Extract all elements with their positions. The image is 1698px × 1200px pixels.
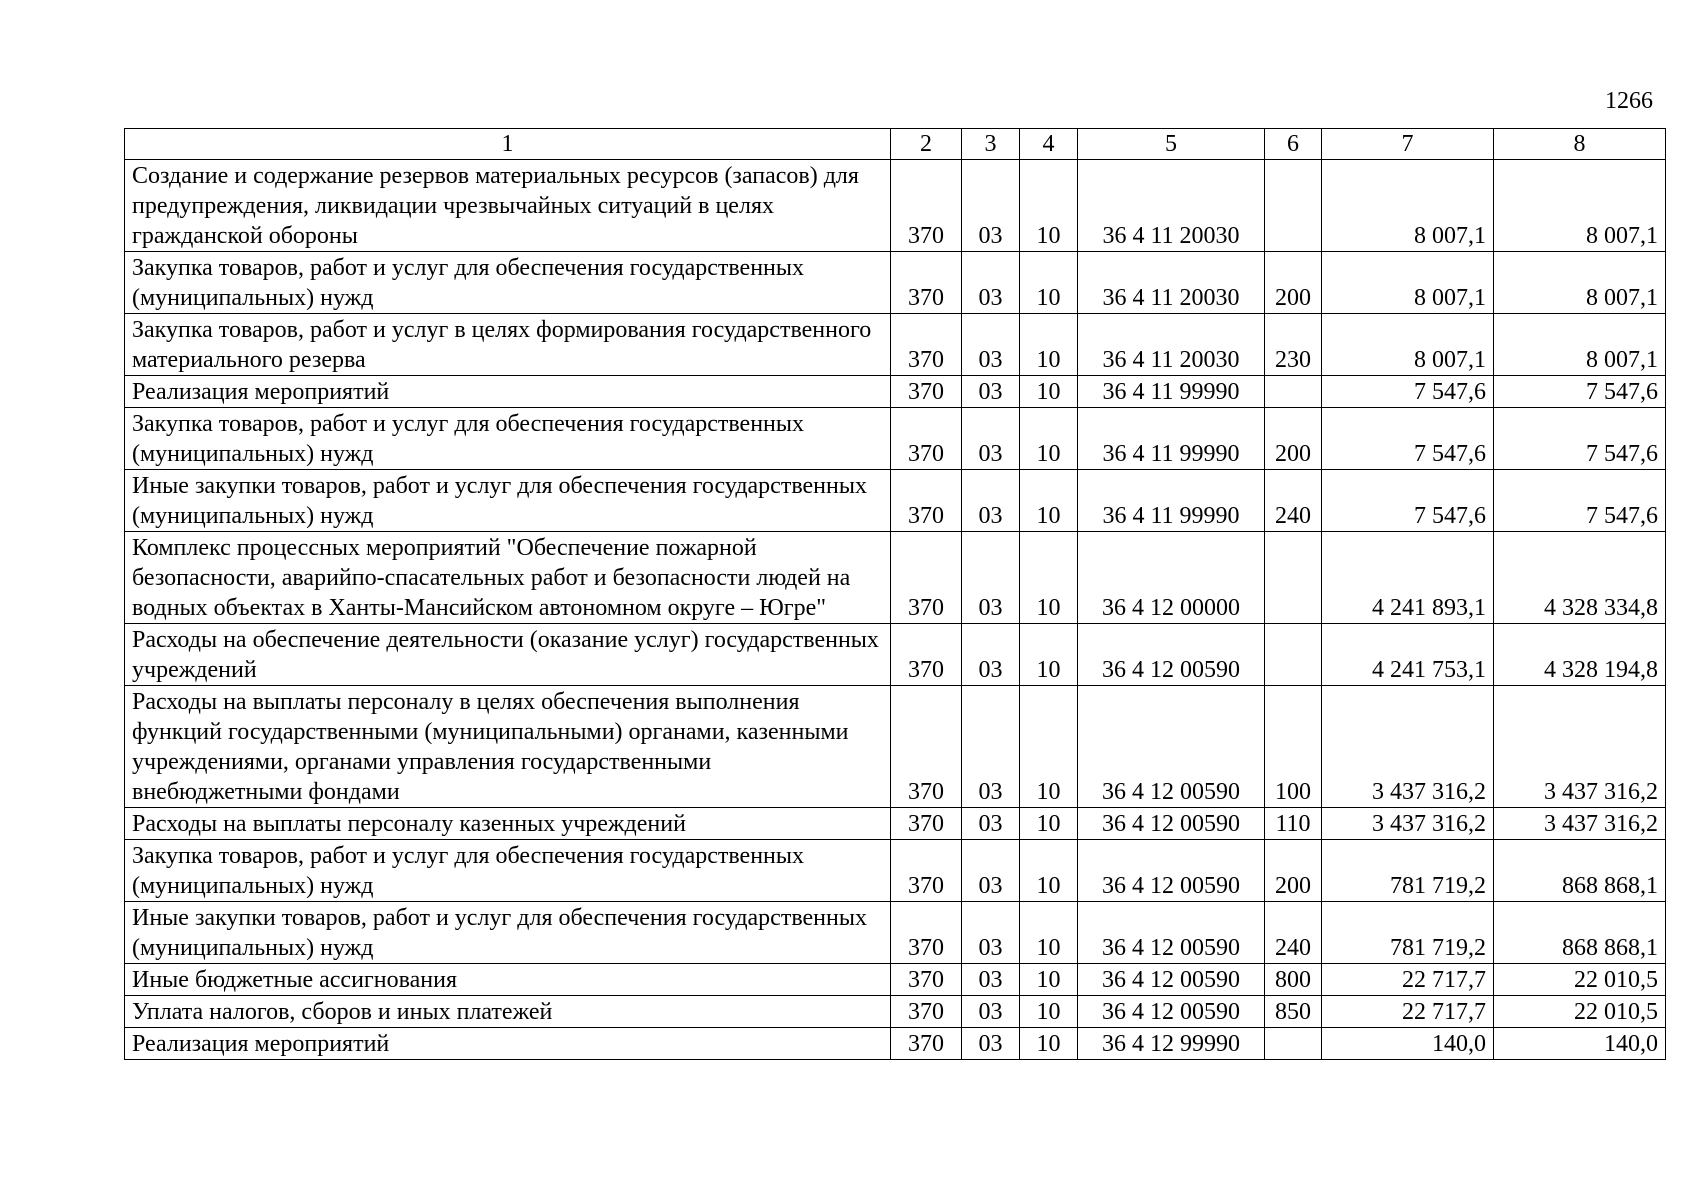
cell-col-3: 03 [962, 408, 1020, 470]
cell-description: Уплата налогов, сборов и иных платежей [125, 996, 891, 1028]
cell-col-5: 36 4 12 00590 [1078, 996, 1265, 1028]
cell-col-4: 10 [1020, 1028, 1078, 1060]
cell-col-8: 7 547,6 [1494, 470, 1666, 532]
cell-col-8: 868 868,1 [1494, 840, 1666, 902]
cell-col-7: 8 007,1 [1322, 252, 1494, 314]
cell-col-4: 10 [1020, 252, 1078, 314]
header-col-5: 5 [1078, 129, 1265, 160]
cell-description: Реализация мероприятий [125, 1028, 891, 1060]
cell-col-8: 8 007,1 [1494, 160, 1666, 252]
table-row [125, 314, 1666, 376]
cell-col-4: 10 [1020, 686, 1078, 808]
cell-description: Расходы на выплаты персоналу казенных учреждений [125, 808, 891, 840]
cell-col-3: 03 [962, 470, 1020, 532]
cell-col-7: 7 547,6 [1322, 408, 1494, 470]
cell-col-5: 36 4 12 00590 [1078, 686, 1265, 808]
cell-col-2: 370 [891, 376, 962, 408]
cell-col-6: 240 [1265, 902, 1322, 964]
cell-col-3: 03 [962, 532, 1020, 624]
header-col-6: 6 [1265, 129, 1322, 160]
cell-col-8: 4 328 194,8 [1494, 624, 1666, 686]
table-row [125, 902, 1666, 964]
cell-col-5: 36 4 11 99990 [1078, 470, 1265, 532]
cell-col-8: 7 547,6 [1494, 376, 1666, 408]
cell-col-8: 140,0 [1494, 1028, 1666, 1060]
cell-col-7: 22 717,7 [1322, 964, 1494, 996]
table-row [125, 408, 1666, 470]
cell-col-7: 3 437 316,2 [1322, 808, 1494, 840]
cell-col-3: 03 [962, 624, 1020, 686]
cell-col-7: 8 007,1 [1322, 160, 1494, 252]
cell-col-7: 7 547,6 [1322, 470, 1494, 532]
cell-col-6 [1265, 1028, 1322, 1060]
table-row [125, 160, 1666, 252]
cell-col-3: 03 [962, 996, 1020, 1028]
cell-col-8: 22 010,5 [1494, 996, 1666, 1028]
cell-col-5: 36 4 11 20030 [1078, 252, 1265, 314]
cell-col-5: 36 4 12 00590 [1078, 902, 1265, 964]
cell-description: Закупка товаров, работ и услуг для обеспечения государственных (муниципальных) нужд [125, 840, 891, 902]
cell-col-4: 10 [1020, 470, 1078, 532]
cell-col-8: 4 328 334,8 [1494, 532, 1666, 624]
cell-col-2: 370 [891, 964, 962, 996]
cell-col-4: 10 [1020, 902, 1078, 964]
cell-description: Закупка товаров, работ и услуг в целях формирования государственного материального резерва [125, 314, 891, 376]
cell-col-3: 03 [962, 840, 1020, 902]
cell-col-2: 370 [891, 470, 962, 532]
cell-col-5: 36 4 11 99990 [1078, 376, 1265, 408]
cell-col-6: 100 [1265, 686, 1322, 808]
cell-col-3: 03 [962, 964, 1020, 996]
cell-col-6: 230 [1265, 314, 1322, 376]
cell-col-3: 03 [962, 314, 1020, 376]
cell-col-8: 3 437 316,2 [1494, 808, 1666, 840]
table-row [125, 840, 1666, 902]
budget-table [124, 128, 1666, 1060]
cell-description: Расходы на выплаты персоналу в целях обеспечения выполнения функций государственными (муниципальными) органами, казенными учреждениями, органами управления государственными внебюджетными фондами [125, 686, 891, 808]
cell-col-4: 10 [1020, 532, 1078, 624]
cell-description: Иные закупки товаров, работ и услуг для обеспечения государственных (муниципальных) нужд [125, 902, 891, 964]
cell-col-8: 7 547,6 [1494, 408, 1666, 470]
table-row [125, 532, 1666, 624]
cell-col-6: 200 [1265, 840, 1322, 902]
table-row [125, 470, 1666, 532]
cell-col-7: 22 717,7 [1322, 996, 1494, 1028]
cell-col-8: 8 007,1 [1494, 252, 1666, 314]
table-row [125, 808, 1666, 840]
cell-col-7: 7 547,6 [1322, 376, 1494, 408]
cell-col-2: 370 [891, 996, 962, 1028]
header-col-4: 4 [1020, 129, 1078, 160]
header-col-7: 7 [1322, 129, 1494, 160]
cell-col-2: 370 [891, 686, 962, 808]
table-row [125, 624, 1666, 686]
cell-col-7: 4 241 893,1 [1322, 532, 1494, 624]
cell-description: Расходы на обеспечение деятельности (оказание услуг) государственных учреждений [125, 624, 891, 686]
cell-col-6 [1265, 160, 1322, 252]
table-body [125, 160, 1666, 1060]
cell-col-3: 03 [962, 1028, 1020, 1060]
cell-col-8: 8 007,1 [1494, 314, 1666, 376]
header-col-8: 8 [1494, 129, 1666, 160]
cell-col-2: 370 [891, 1028, 962, 1060]
cell-col-5: 36 4 11 20030 [1078, 160, 1265, 252]
header-col-3: 3 [962, 129, 1020, 160]
cell-col-3: 03 [962, 686, 1020, 808]
cell-col-8: 22 010,5 [1494, 964, 1666, 996]
cell-col-6: 200 [1265, 408, 1322, 470]
table-row [125, 1028, 1666, 1060]
table-row [125, 996, 1666, 1028]
cell-description: Иные закупки товаров, работ и услуг для обеспечения государственных (муниципальных) нужд [125, 470, 891, 532]
cell-col-3: 03 [962, 160, 1020, 252]
cell-col-6: 800 [1265, 964, 1322, 996]
header-col-2: 2 [891, 129, 962, 160]
cell-col-2: 370 [891, 532, 962, 624]
cell-col-2: 370 [891, 840, 962, 902]
cell-col-4: 10 [1020, 996, 1078, 1028]
cell-col-4: 10 [1020, 840, 1078, 902]
table-header-row [125, 129, 1666, 160]
table-row [125, 964, 1666, 996]
cell-col-3: 03 [962, 808, 1020, 840]
cell-col-2: 370 [891, 408, 962, 470]
table-row [125, 376, 1666, 408]
cell-col-7: 8 007,1 [1322, 314, 1494, 376]
cell-col-2: 370 [891, 252, 962, 314]
cell-col-4: 10 [1020, 376, 1078, 408]
cell-col-5: 36 4 11 20030 [1078, 314, 1265, 376]
cell-col-5: 36 4 12 00590 [1078, 624, 1265, 686]
cell-col-2: 370 [891, 624, 962, 686]
cell-col-6: 110 [1265, 808, 1322, 840]
cell-col-7: 140,0 [1322, 1028, 1494, 1060]
cell-col-7: 781 719,2 [1322, 902, 1494, 964]
table-row [125, 252, 1666, 314]
page-number: 1266 [1605, 88, 1653, 114]
cell-description: Иные бюджетные ассигнования [125, 964, 891, 996]
cell-col-2: 370 [891, 808, 962, 840]
cell-col-4: 10 [1020, 160, 1078, 252]
cell-col-5: 36 4 11 99990 [1078, 408, 1265, 470]
cell-col-6 [1265, 624, 1322, 686]
cell-col-6 [1265, 532, 1322, 624]
cell-col-3: 03 [962, 252, 1020, 314]
cell-col-5: 36 4 12 99990 [1078, 1028, 1265, 1060]
cell-col-8: 868 868,1 [1494, 902, 1666, 964]
cell-col-3: 03 [962, 376, 1020, 408]
cell-col-6: 850 [1265, 996, 1322, 1028]
cell-description: Закупка товаров, работ и услуг для обеспечения государственных (муниципальных) нужд [125, 252, 891, 314]
cell-description: Создание и содержание резервов материальных ресурсов (запасов) для предупреждения, ликвидации чрезвычайных ситуаций в целях гражданской обороны [125, 160, 891, 252]
cell-col-2: 370 [891, 902, 962, 964]
cell-col-3: 03 [962, 902, 1020, 964]
cell-col-2: 370 [891, 160, 962, 252]
cell-col-5: 36 4 12 00590 [1078, 808, 1265, 840]
header-col-1: 1 [125, 129, 891, 160]
cell-col-8: 3 437 316,2 [1494, 686, 1666, 808]
cell-col-7: 3 437 316,2 [1322, 686, 1494, 808]
cell-col-7: 781 719,2 [1322, 840, 1494, 902]
cell-col-2: 370 [891, 314, 962, 376]
cell-col-5: 36 4 12 00590 [1078, 964, 1265, 996]
cell-col-5: 36 4 12 00590 [1078, 840, 1265, 902]
cell-col-5: 36 4 12 00000 [1078, 532, 1265, 624]
cell-description: Закупка товаров, работ и услуг для обеспечения государственных (муниципальных) нужд [125, 408, 891, 470]
cell-description: Комплекс процессных мероприятий "Обеспечение пожарной безопасности, аварийпо-спасательных работ и безопасности людей на водных объектах в Ханты-Мансийском автономном округе – Югре" [125, 532, 891, 624]
cell-col-4: 10 [1020, 314, 1078, 376]
cell-col-7: 4 241 753,1 [1322, 624, 1494, 686]
cell-col-4: 10 [1020, 408, 1078, 470]
cell-col-6: 200 [1265, 252, 1322, 314]
cell-description: Реализация мероприятий [125, 376, 891, 408]
cell-col-6 [1265, 376, 1322, 408]
cell-col-4: 10 [1020, 808, 1078, 840]
cell-col-6: 240 [1265, 470, 1322, 532]
cell-col-4: 10 [1020, 964, 1078, 996]
cell-col-4: 10 [1020, 624, 1078, 686]
table-row [125, 686, 1666, 808]
